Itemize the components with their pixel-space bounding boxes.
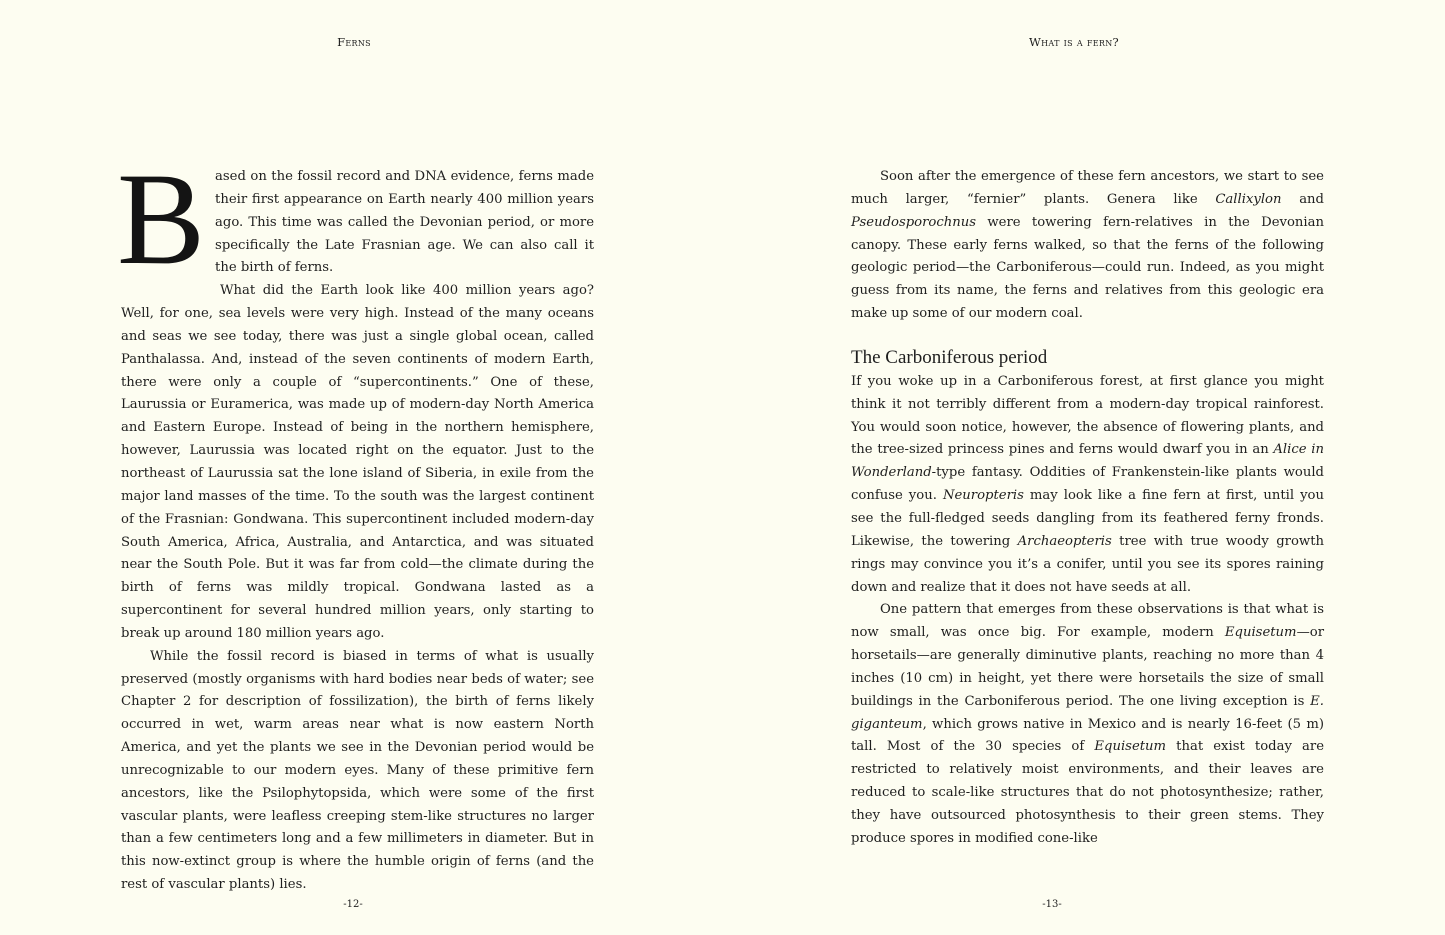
text-run: Soon after the emergence of these fern ancestors, we start to see much larger, “fernier” plants. Genera like (851, 169, 1324, 207)
paragraph-3 (851, 599, 1324, 850)
running-head-right: What is a fern? (1029, 35, 1119, 49)
text-run: may look like a fine fern at first, until you see the full-fledged seeds dangling from its feathered ferny fronds. Likewise, the towering (851, 488, 1324, 549)
text-run: that exist today are restricted to relatively moist environments, and their leaves are reduced to scale-like structures that do not photosynthesize; rather, they have outsourced photosynthesis to their green stems. They produce spores in modified cone-like (851, 739, 1324, 846)
text-run: tree with true woody growth rings may convince you it’s a conifer, until you see its spores raining down and realize that it does not have seeds at all. (851, 533, 1324, 595)
paragraph-1 (851, 166, 1324, 326)
paragraph-2 (851, 371, 1324, 599)
text-run: , which grows native in Mexico and is nearly 16-feet (5 m) tall. Most of the 30 species of (851, 716, 1324, 755)
paragraph-2-text: What did the Earth look like 400 million years ago? Well, for one, sea levels were very high. Instead of the many oceans and seas we see today, there was just a single global ocean, called Panthalassa. And, instead of the seven continents of modern Earth, there were only a couple of “supercontinents.” One of these, Laurussia or Euramerica, was made up of modern-day North America and Eastern Europe. Instead of being in the northern hemisphere, however, Laurussia was located right on the equator. Just to the northeast of Laurussia sat the lone island of Siberia, in exile from the major land masses of the time. To the south was the largest continent of the Frasnian: Gondwana. This supercontinent included modern-day South America, Africa, Australia, and Antarctica, and was situated near the South Pole. But it was far from cold—the climate during the birth of ferns was mildly tropical. Gondwana lasted as a supercontinent for several hundred million years, only starting to break up around 180 million years ago. (121, 283, 594, 641)
text-run: One pattern that emerges from these observations is that what is now small, was once big. For example, modern (851, 602, 1324, 641)
paragraph-3: While the fossil record is biased in terms of what is usually preserved (mostly organisms with hard bodies near beds of water; see Chapter 2 for description of fossilization), the birth of ferns likely occurred in wet, warm areas near what is now eastern North America, and yet the plants we see in the Devonian period would be unrecognizable to our modern eyes. Many of these primitive fern ancestors, like the Psilophytopsida, which were some of the first vascular plants, were leafless creeping stem-like structures no larger than a few centimeters long and a few millimeters in diameter. But in this now-extinct group is where the humble origin of ferns (and the rest of vascular plants) lies. (121, 648, 594, 893)
left-text-block (117, 145, 594, 897)
paragraph-2 (121, 280, 594, 646)
text-run: were towering fern-relatives in the Devonian canopy. These early ferns walked, so that the ferns of the following geologic period—the Carboniferous—could run. Indeed, as you might guess from its name, the ferns and relatives from this geologic era make up some of our modern coal. (851, 214, 1324, 322)
left-page (0, 0, 722, 935)
drop-cap: B (117, 145, 206, 292)
page-number-left: -12- (343, 899, 363, 910)
right-page (723, 0, 1445, 935)
italic-genus: Archaeopteris (1017, 533, 1112, 549)
text-run: —or horsetails—are generally diminutive plants, reaching no more than 4 inches (10 cm) in height, yet there were horsetails the size of small buildings in the Carboniferous period. The one living exception is (851, 625, 1324, 709)
text-run: -type fantasy. Oddities of Frankenstein-like plants would confuse you. (851, 465, 1324, 504)
italic-title: Alice in Wonderland (851, 442, 1324, 481)
italic-genus: Neuropteris (942, 488, 1024, 504)
italic-genus: Equisetum (1094, 739, 1167, 755)
paragraph-1-text: ased on the fossil record and DNA evidence, ferns made their first appearance on Earth nearly 400 million years ago. This time was called the Devonian period, or more specifically the Late Frasnian age. We can also call it the birth of ferns. (215, 169, 594, 276)
italic-species: E. giganteum (851, 693, 1324, 732)
italic-genus: Pseudosporochnus (851, 214, 976, 230)
italic-genus: Callixylon (1215, 191, 1282, 207)
paragraph-1 (117, 145, 594, 292)
running-head-left: Ferns (337, 35, 371, 49)
italic-genus: Equisetum (1224, 625, 1297, 641)
right-text-block (851, 166, 1324, 851)
text-run: and (1281, 191, 1324, 207)
section-heading: The Carboniferous period (851, 346, 1048, 368)
page-number-right: -13- (1042, 899, 1062, 910)
text-run: If you woke up in a Carboniferous forest, at first glance you might think it not terribly different from a modern-day tropical rainforest. You would soon notice, however, the absence of flowering plants, and the tree-sized princess pines and ferns would dwarf you in an (851, 373, 1324, 458)
